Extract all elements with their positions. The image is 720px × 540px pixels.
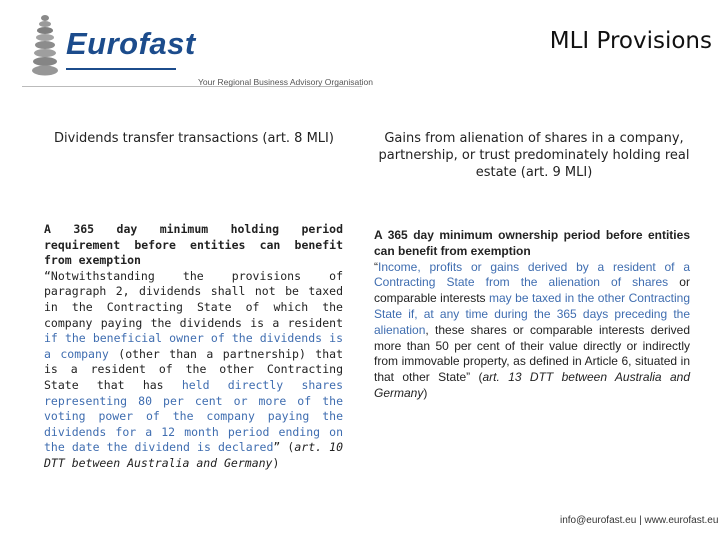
right-quote-part-3: or comparable interests: [374, 275, 690, 306]
right-quote-part-1: “: [374, 259, 378, 274]
right-quote-part-5: , these shares or comparable interests derived more than 50 per cent of their value directly or indirectly from immovable property, as defined in Article 6, situated in that other State” (: [374, 322, 690, 385]
right-quote: [374, 260, 690, 402]
right-column-heading: Gains from alienation of shares in a company, partnership, or trust predominately holding real estate (art. 9 MLI): [378, 131, 690, 180]
stacked-stones-icon: [30, 12, 60, 78]
left-quote-highlight-2: held directly shares representing 80 per cent or more of the voting power of the company paying the dividends for a 12 month period ending on the date the dividend is declared: [44, 377, 343, 455]
left-quote-part-5: ” (: [273, 440, 295, 455]
footer-website[interactable]: www.eurofast.eu: [644, 515, 719, 526]
right-requirement: A 365 day minimum ownership period before entities can benefit from exemption: [374, 228, 690, 258]
left-citation: art. 10 DTT between Australia and Germany: [44, 440, 343, 470]
eurofast-logo: [22, 12, 373, 87]
left-column-heading: Dividends transfer transactions (art. 8 MLI): [54, 131, 334, 146]
left-quote-part-3: (other than a partnership) that is a resident of the other Contracting State that has: [44, 346, 344, 392]
left-quote-end: ): [272, 455, 280, 470]
right-citation: art. 13 DTT between Australia and Germany: [374, 370, 690, 400]
brand-name: Eurofast: [66, 26, 196, 61]
right-quote-highlight-2: may be taxed in the other Contracting State if, at any time during the 365 days preceding the alienation: [374, 291, 690, 337]
footer-separator: |: [636, 515, 645, 526]
footer-email[interactable]: info@eurofast.eu: [560, 515, 637, 526]
right-quote-end: ): [423, 385, 428, 400]
left-quote-highlight-1: if the beneficial owner of the dividends is a company: [44, 331, 343, 361]
left-requirement: A 365 day minimum holding period requirement before entities can benefit from exemption: [44, 222, 343, 268]
slide-title: MLI Provisions: [549, 28, 712, 54]
left-quote: [44, 269, 343, 472]
brand-tagline: Your Regional Business Advisory Organisation: [198, 77, 373, 87]
right-column-body: [374, 228, 690, 402]
brand-underline: [66, 68, 176, 70]
footer-contact: [560, 515, 718, 526]
right-quote-highlight-1: Income, profits or gains derived by a resident of a Contracting State from the alienation of shares: [374, 259, 690, 290]
left-column-body: [44, 222, 343, 472]
left-quote-part-1: “Notwithstanding the provisions of paragraph 2, dividends shall not be taxed in the Contracting State of which the company paying the dividends is a resident: [44, 268, 343, 330]
